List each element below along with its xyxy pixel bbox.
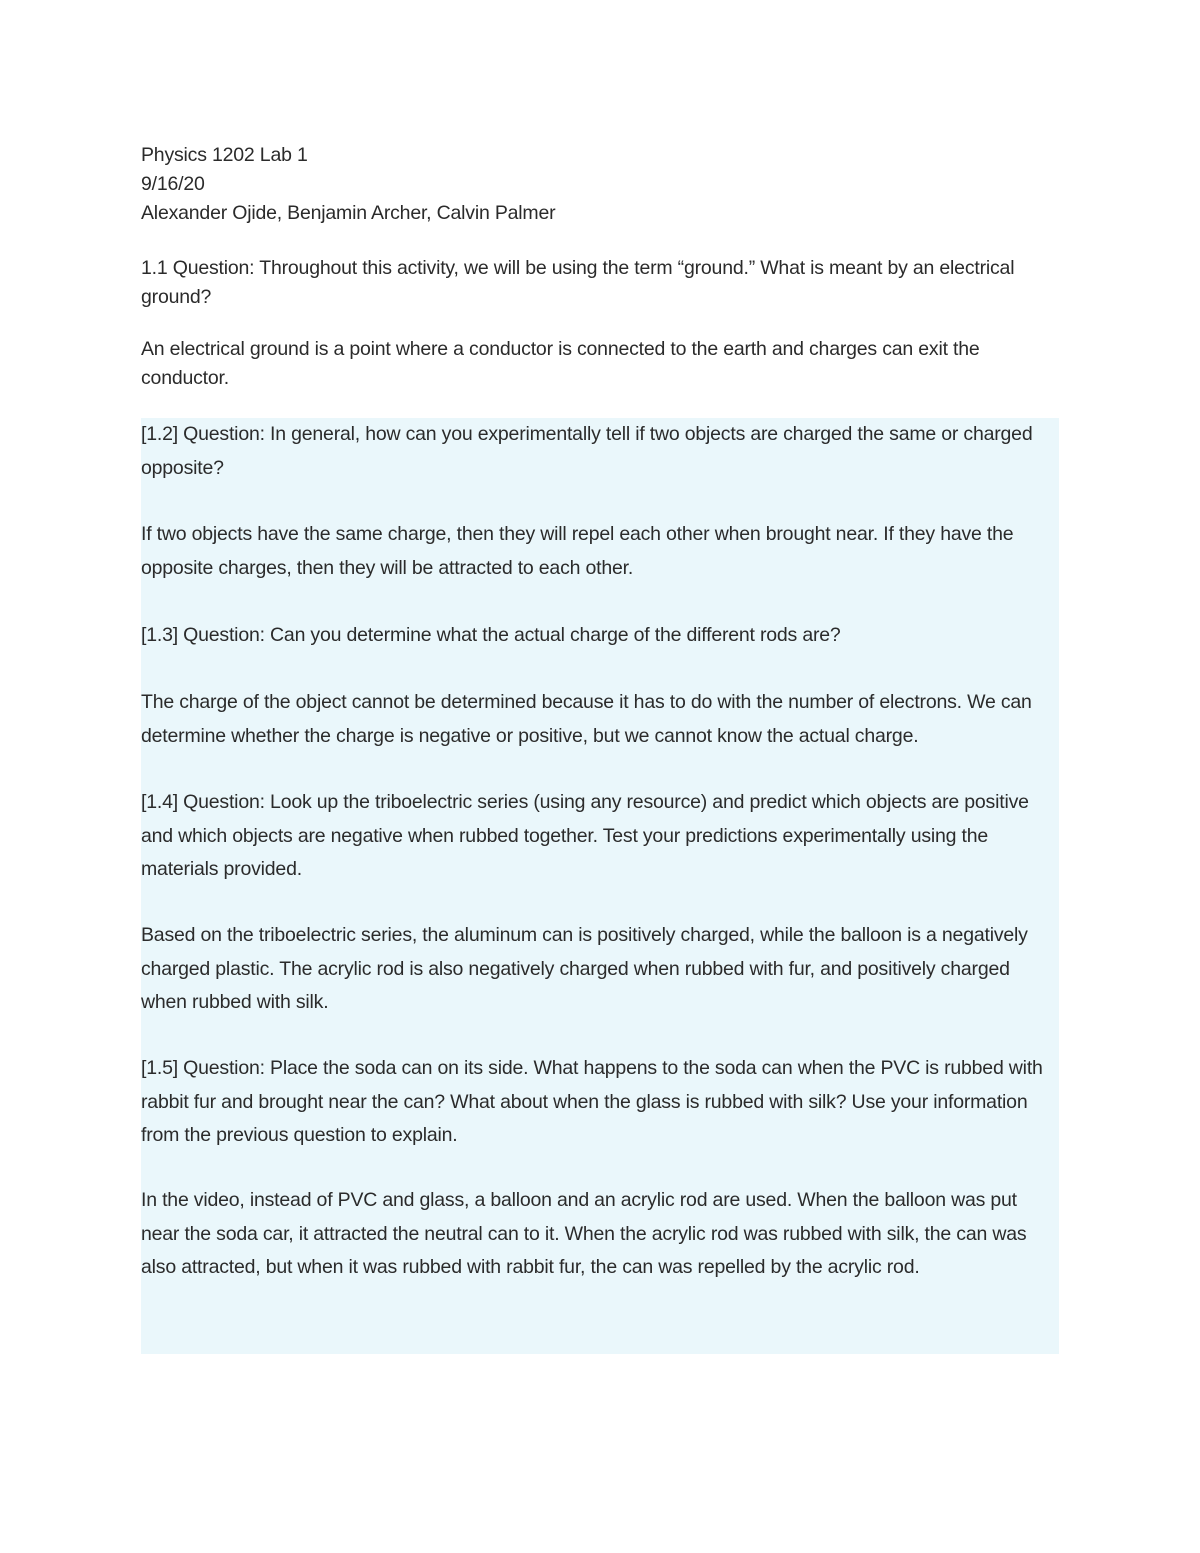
question-1-5: [1.5] Question: Place the soda can on its side. What happens to the soda can when the PVC is rubbed with rabbit fur and brought near the can? What about when the glass is rubbed with silk? Use your information from the previous question to explain. bbox=[141, 1057, 1043, 1146]
question-1-1: 1.1 Question: Throughout this activity, we will be using the term “ground.” What is meant by an electrical ground? bbox=[141, 257, 1015, 308]
lab-title: Physics 1202 Lab 1 bbox=[141, 144, 308, 166]
highlighted-answers-block bbox=[141, 418, 1059, 1354]
answer-1-5: In the video, instead of PVC and glass, a balloon and an acrylic rod are used. When the balloon was put near the soda car, it attracted the neutral can to it. When the acrylic rod was rubbed with silk, the can was also attracted, but when it was rubbed with rabbit fur, the can was repelled by the acrylic rod. bbox=[141, 1189, 1027, 1278]
answer-1-4: Based on the triboelectric series, the aluminum can is positively charged, while the balloon is a negatively charged plastic. The acrylic rod is also negatively charged when rubbed with fur, and positively charged when rubbed with silk. bbox=[141, 924, 1028, 1013]
lab-authors: Alexander Ojide, Benjamin Archer, Calvin Palmer bbox=[141, 202, 556, 224]
question-1-4: [1.4] Question: Look up the triboelectric series (using any resource) and predict which objects are positive and which objects are negative when rubbed together. Test your predictions experimentally using the materials provided. bbox=[141, 791, 1029, 880]
answer-1-2: If two objects have the same charge, then they will repel each other when brought near. If they have the opposite charges, then they will be attracted to each other. bbox=[141, 523, 1014, 579]
lab-date: 9/16/20 bbox=[141, 173, 205, 195]
document-header bbox=[141, 141, 1061, 228]
answer-1-3: The charge of the object cannot be determined because it has to do with the number of electrons. We can determine whether the charge is negative or positive, but we cannot know the actual charge. bbox=[141, 691, 1032, 747]
question-1-2: [1.2] Question: In general, how can you experimentally tell if two objects are charged the same or charged opposite? bbox=[141, 423, 1033, 479]
question-1-3: [1.3] Question: Can you determine what the actual charge of the different rods are? bbox=[141, 624, 841, 646]
answer-1-1: An electrical ground is a point where a conductor is connected to the earth and charges can exit the conductor. bbox=[141, 338, 980, 389]
